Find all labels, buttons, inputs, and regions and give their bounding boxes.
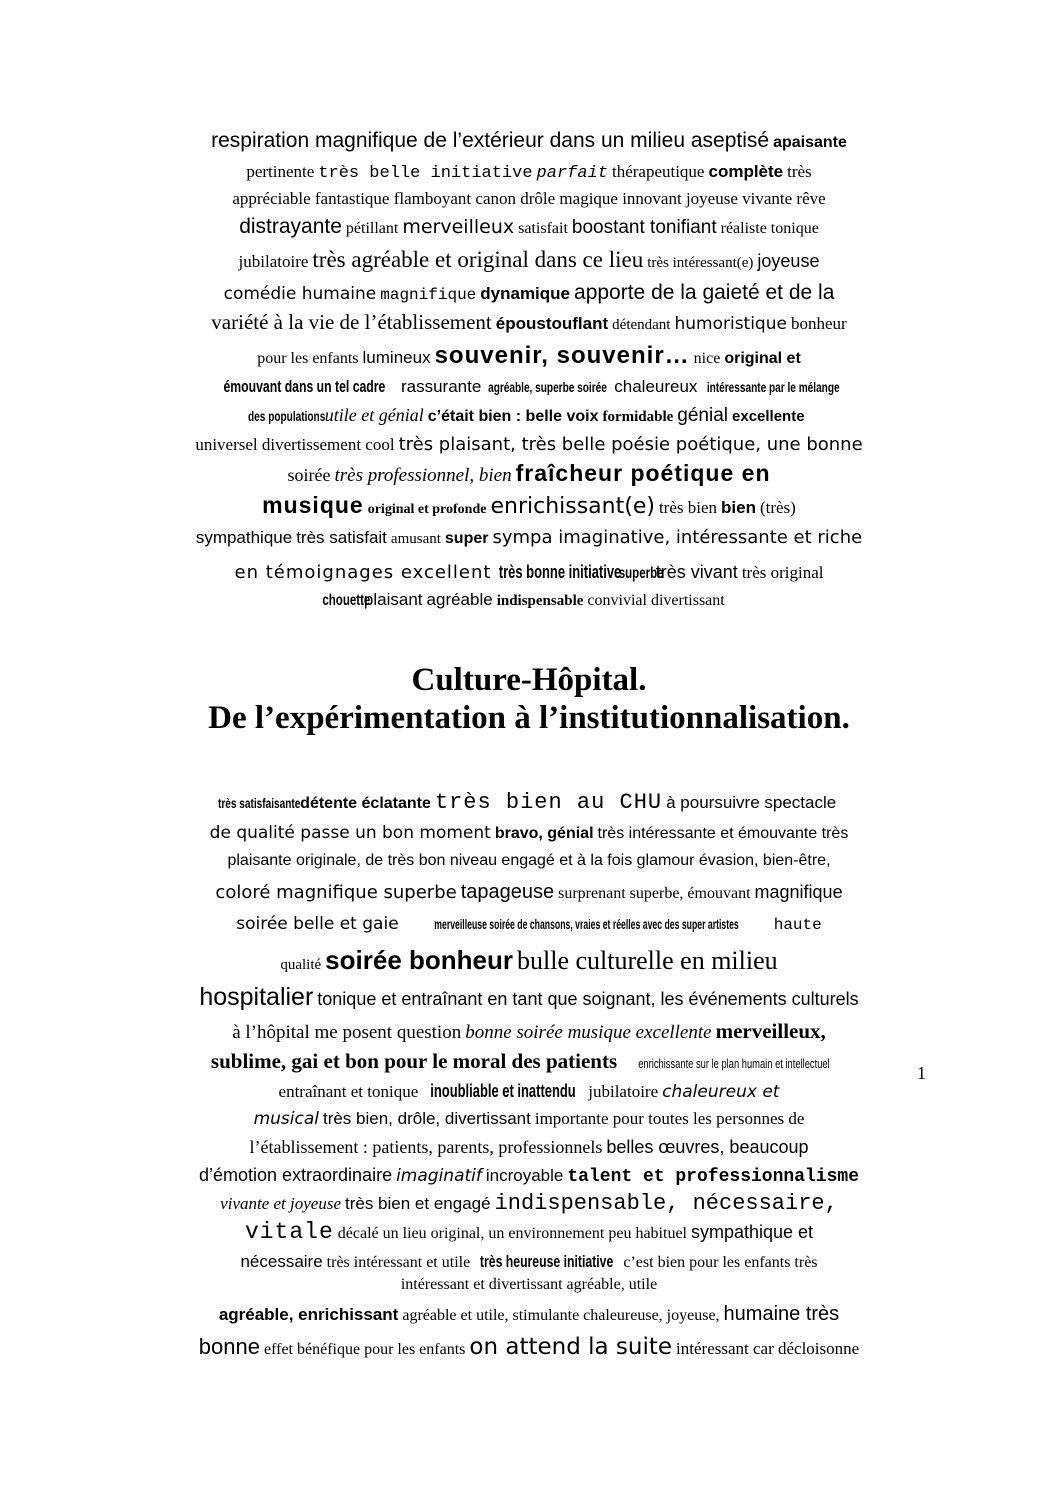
cloud-phrase: entraînant et tonique: [278, 1082, 419, 1101]
cloud-line: [110, 1304, 948, 1324]
cloud-line: [110, 494, 948, 518]
cloud-phrase: (très): [759, 498, 796, 517]
cloud-line: [110, 1193, 948, 1215]
cloud-line: [110, 344, 948, 368]
cloud-phrase: très bien, drôle, divertissant: [322, 1109, 531, 1128]
cloud-phrase: humoristique: [674, 314, 787, 334]
cloud-phrase: intéressante par le mélange: [707, 379, 841, 395]
bottom-word-cloud: [110, 790, 948, 1370]
cloud-phrase: amusant: [390, 531, 441, 547]
cloud-line: [110, 916, 948, 933]
cloud-phrase: de qualité passe un bon moment: [209, 823, 491, 843]
cloud-phrase: très heureuse initiative: [480, 1252, 614, 1271]
cloud-phrase: super: [444, 530, 489, 547]
cloud-phrase: tapageuse: [460, 881, 555, 903]
cloud-phrase: fraîcheur poétique en: [515, 460, 771, 486]
cloud-phrase: très agréable et original dans ce lieu: [312, 247, 644, 272]
cloud-line: [110, 130, 948, 151]
cloud-phrase: on attend la suite: [469, 1334, 673, 1360]
cloud-line: [110, 1110, 948, 1128]
cloud-phrase: coloré magnifique superbe: [215, 882, 457, 903]
cloud-phrase: à l’hôpital me posent question: [232, 1022, 462, 1043]
cloud-line: [110, 985, 948, 1010]
cloud-phrase: très professionnel, bien: [334, 465, 512, 486]
cloud-phrase: jubilatoire: [238, 252, 309, 271]
cloud-line: [110, 190, 948, 208]
cloud-phrase: distrayante: [239, 215, 342, 238]
cloud-phrase: vivante et joyeuse: [220, 1194, 341, 1213]
cloud-phrase: génial: [677, 405, 729, 426]
cloud-phrase: dynamique: [480, 284, 571, 303]
cloud-phrase: émouvant dans un tel cadre: [223, 377, 386, 396]
cloud-line: [110, 563, 948, 582]
cloud-phrase: chaleureux: [614, 377, 698, 396]
cloud-line: [110, 825, 948, 842]
cloud-line: [110, 406, 948, 425]
cloud-phrase: musique: [262, 492, 364, 518]
cloud-phrase: très intéressant(e): [647, 255, 754, 271]
cloud-phrase: très vivant: [655, 562, 738, 582]
cloud-phrase: joyeuse: [757, 251, 820, 271]
cloud-line: [110, 248, 948, 271]
cloud-phrase: indispensable, nécessaire,: [494, 1191, 838, 1216]
cloud-line: [110, 1277, 948, 1293]
cloud-phrase: réaliste tonique: [720, 220, 819, 237]
cloud-phrase: hospitalier: [199, 983, 314, 1011]
cloud-phrase: formidable: [602, 409, 674, 425]
cloud-phrase: tonique et entraînant en tant que soignant, les événements culturels: [317, 989, 859, 1009]
cloud-phrase: merveilleuse soirée de chansons, vraies et réelles avec des super artistes: [433, 916, 739, 932]
cloud-phrase: enrichissant(e): [490, 494, 655, 519]
cloud-phrase: c’est bien pour les enfants très: [623, 1254, 818, 1271]
cloud-phrase: universel divertissement cool: [195, 435, 395, 454]
cloud-phrase: plaisant: [363, 590, 423, 609]
cloud-line: [110, 947, 948, 974]
cloud-line: [110, 882, 948, 902]
page-number: 1: [917, 1063, 926, 1083]
cloud-phrase: soirée: [287, 465, 331, 485]
cloud-phrase: utile et génial: [324, 405, 424, 425]
cloud-phrase: sympa imaginative, intéressante et riche: [492, 527, 863, 548]
title-line-2: De l’expérimentation à l’institutionnalisation.: [208, 699, 850, 736]
cloud-phrase: soirée bonheur: [325, 945, 513, 975]
cloud-phrase: vitale: [244, 1219, 334, 1245]
cloud-line: [110, 378, 948, 396]
cloud-phrase: agréable: [426, 590, 493, 609]
title-line-1: Culture-Hôpital.: [411, 662, 647, 698]
cloud-phrase: bonheur: [790, 314, 847, 333]
cloud-phrase: bravo, génial: [494, 825, 594, 842]
cloud-phrase: détente éclatante: [300, 795, 431, 812]
cloud-phrase: bonne: [198, 1334, 260, 1359]
cloud-phrase: qualité: [280, 957, 322, 973]
cloud-phrase: original et: [724, 350, 801, 367]
cloud-line: [110, 1336, 948, 1359]
cloud-phrase: chaleureux et: [662, 1082, 780, 1102]
cloud-phrase: apporte de la gaieté et de la: [574, 281, 835, 304]
cloud-phrase: époustouflant: [495, 314, 609, 333]
cloud-phrase: nécessaire: [240, 1252, 323, 1271]
cloud-phrase: parfait: [536, 164, 608, 183]
cloud-phrase: très intéressant et utile: [326, 1254, 471, 1271]
cloud-line: [110, 312, 948, 333]
cloud-phrase: indispensable: [496, 593, 584, 609]
cloud-line: [110, 1021, 948, 1042]
cloud-line: [110, 591, 948, 609]
cloud-phrase: c’était bien : belle voix: [427, 408, 599, 425]
cloud-phrase: merveilleux: [402, 216, 515, 238]
cloud-phrase: importante pour toutes les personnes de: [534, 1109, 805, 1128]
cloud-phrase: musical: [253, 1109, 319, 1129]
cloud-phrase: l’établissement : patients, parents, professionnels: [249, 1137, 603, 1157]
cloud-line: [110, 1253, 948, 1271]
cloud-phrase: magnifique: [754, 882, 843, 902]
cloud-phrase: talent et professionnalisme: [567, 1167, 860, 1187]
cloud-phrase: magnifique: [380, 286, 477, 304]
cloud-phrase: sympathique: [195, 528, 293, 547]
cloud-phrase: très bien: [658, 498, 718, 517]
cloud-phrase: boostant tonifiant: [571, 217, 717, 238]
cloud-phrase: agréable, superbe soirée: [488, 379, 608, 395]
cloud-phrase: très intéressante et émouvante très: [597, 825, 849, 842]
cloud-line: [110, 1082, 948, 1101]
cloud-phrase: variété à la vie de l’établissement: [211, 310, 492, 334]
cloud-phrase: bulle culturelle en milieu: [517, 946, 778, 975]
cloud-phrase: intéressant et divertissant agréable, utile: [400, 1276, 658, 1293]
cloud-phrase: inoubliable et inattendu: [430, 1081, 576, 1101]
cloud-phrase: apaisante: [773, 134, 847, 151]
cloud-phrase: lumineux: [362, 348, 431, 367]
page-title: [0, 662, 1058, 738]
cloud-phrase: merveilleux,: [715, 1019, 826, 1043]
cloud-line: [110, 1166, 948, 1186]
cloud-line: [110, 792, 948, 814]
cloud-phrase: soirée belle et gaie: [236, 914, 399, 934]
cloud-phrase: plaisante originale, de très bon niveau engagé et à la fois glamour évasion, bien-être,: [227, 852, 831, 869]
cloud-phrase: rassurante: [400, 377, 482, 396]
cloud-phrase: très bien au CHU: [434, 790, 663, 815]
cloud-line: [110, 216, 948, 237]
cloud-phrase: des populations: [248, 408, 326, 424]
cloud-line: [110, 1051, 948, 1072]
cloud-line: [110, 1138, 948, 1157]
cloud-phrase: humaine très: [723, 1303, 840, 1325]
cloud-line: [110, 462, 948, 485]
cloud-phrase: pétillant: [345, 220, 399, 237]
cloud-phrase: sublime, gai et bon pour le moral des patients: [210, 1049, 618, 1073]
cloud-phrase: belles œuvres, beaucoup: [606, 1137, 809, 1157]
cloud-phrase: détendant: [612, 317, 671, 333]
cloud-line: [110, 853, 948, 869]
cloud-phrase: à poursuivre spectacle: [666, 793, 837, 812]
cloud-phrase: très: [787, 162, 812, 181]
cloud-phrase: comédie humaine: [223, 284, 377, 304]
cloud-phrase: souvenir, souvenir…: [434, 342, 690, 369]
cloud-phrase: en témoignages excellent: [234, 562, 492, 583]
cloud-phrase: convivial divertissant: [587, 592, 725, 609]
cloud-phrase: enrichissante sur le plan humain et intellectuel: [638, 1056, 830, 1071]
cloud-phrase: imaginatif: [396, 1166, 482, 1186]
cloud-phrase: pertinente: [246, 162, 315, 181]
cloud-phrase: bonne soirée musique excellente: [465, 1022, 712, 1043]
cloud-line: [110, 282, 948, 303]
cloud-phrase: excellente: [732, 408, 805, 425]
cloud-line: [110, 163, 948, 182]
cloud-phrase: agréable et utile, stimulante chaleureuse, joyeuse,: [402, 1307, 720, 1324]
cloud-phrase: bien: [721, 498, 756, 517]
cloud-line: [110, 436, 948, 454]
cloud-phrase: sympathique et: [690, 1222, 814, 1242]
top-word-cloud: [110, 128, 948, 618]
cloud-phrase: agréable, enrichissant: [218, 1305, 399, 1324]
cloud-phrase: très satisfaisante: [217, 795, 301, 811]
cloud-phrase: très satisfait: [296, 528, 387, 547]
cloud-phrase: très bien et engagé: [345, 1194, 491, 1213]
cloud-phrase: très plaisant, très belle poésie poétique, une bonne: [398, 434, 863, 455]
cloud-phrase: effet bénéfique pour les enfants: [263, 1341, 466, 1358]
cloud-phrase: appréciable fantastique flamboyant canon drôle magique innovant joyeuse vivante rêve: [232, 189, 826, 208]
cloud-phrase: nice: [693, 350, 721, 367]
cloud-phrase: pour les enfants: [257, 350, 359, 367]
cloud-phrase: original et profonde: [367, 502, 487, 517]
cloud-phrase: intéressant car décloisonne: [676, 1339, 860, 1358]
cloud-phrase: jubilatoire: [588, 1082, 659, 1101]
cloud-phrase: superbe: [618, 565, 664, 582]
cloud-phrase: satisfait: [518, 220, 568, 237]
cloud-phrase: d’émotion extraordinaire: [198, 1165, 393, 1185]
cloud-phrase: surprenant superbe, émouvant: [558, 885, 751, 902]
cloud-phrase: haute: [773, 916, 822, 934]
cloud-phrase: thérapeutique: [611, 162, 705, 181]
cloud-line: [110, 1221, 948, 1244]
cloud-phrase: décalé un lieu original, un environnement peu habituel: [337, 1225, 687, 1242]
cloud-phrase: très original: [741, 563, 824, 582]
cloud-phrase: très bonne initiative: [499, 562, 622, 582]
cloud-phrase: très belle initiative: [318, 164, 533, 183]
cloud-phrase: respiration magnifique de l’extérieur dans un milieu aseptisé: [211, 129, 770, 152]
cloud-phrase: chouette: [322, 592, 371, 609]
cloud-phrase: complète: [708, 162, 784, 181]
cloud-phrase: incroyable: [485, 1166, 564, 1185]
cloud-line: [110, 529, 948, 547]
